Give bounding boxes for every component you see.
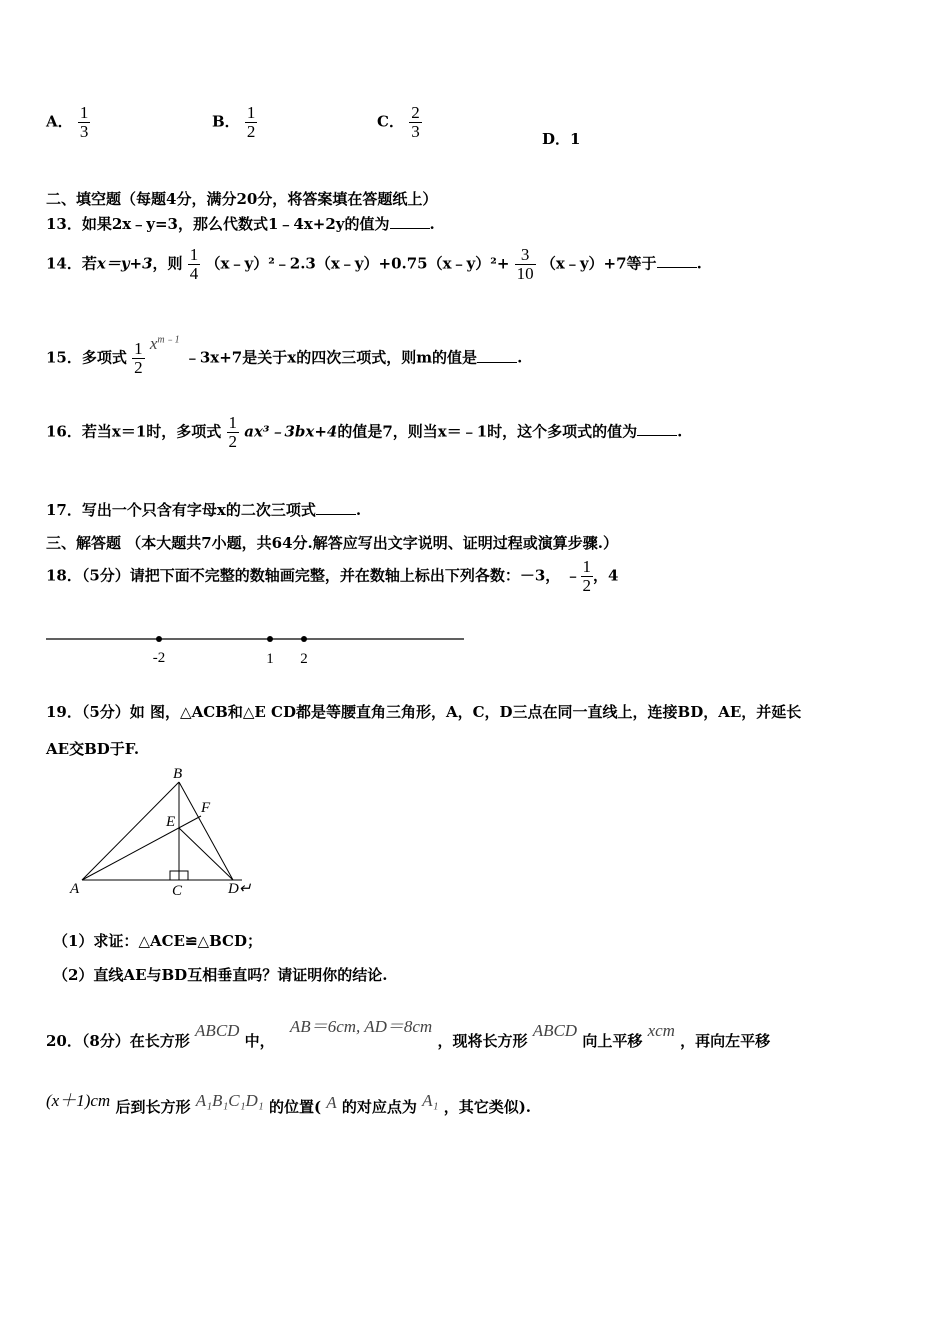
- option-d: D．1: [542, 130, 581, 148]
- option-a: A． $\frac{1}{3}$: [46, 103, 89, 141]
- label-b: B: [173, 766, 183, 782]
- q15-fraction: $\frac{1}{2}$: [134, 339, 143, 378]
- q19-figure: [66, 762, 256, 900]
- label-e: E: [166, 814, 176, 830]
- option-c: C． $\frac{2}{3}$: [377, 103, 420, 141]
- q20-line2: (x＋1)cm 后到长方形 A₁B₁C₁D₁ 的位置( A 的对应点为 A₁ ，其它类似).: [46, 1091, 532, 1116]
- q13: 13．如果2x﹣y=3，那么代数式1﹣4x+2y的值为 .: [46, 215, 435, 233]
- q20-line1: 20．（8分）在长方形 ABCD 中， AB＝6cm, AD＝8cm ，现将长方形 ABCD 向上平移 xcm ，再向左平移: [46, 1017, 771, 1050]
- number-line-point: [301, 636, 307, 642]
- option-a-fraction: $\frac{1}{3}$: [79, 103, 89, 141]
- section3-title: 三、解答题 （本大题共7小题，共64分.解答应写出文字说明、证明过程或演算步骤.）: [46, 534, 618, 552]
- q18-fraction: $\frac{1}{2}$: [582, 557, 592, 595]
- option-b-fraction: $\frac{1}{2}$: [246, 103, 256, 141]
- q17: 17．写出一个只含有字母x的二次三项式 .: [46, 501, 362, 519]
- q19-line1: 19．（5分）如 图，△ACB和△E CD都是等腰直角三角形，A，C，D三点在同一直线上，连接BD，AE，并延长: [46, 703, 802, 721]
- section2-title: 二、填空题（每题4分，满分20分，将答案填在答题纸上）: [46, 190, 438, 208]
- option-c-fraction: $\frac{2}{3}$: [411, 103, 420, 141]
- number-line-point: [267, 636, 273, 642]
- label-d: D↵: [228, 881, 252, 897]
- q14-fraction-2: $\frac{3}{10}$: [516, 245, 534, 283]
- number-line: [40, 626, 470, 670]
- label-a: A: [70, 881, 80, 897]
- label-c: C: [172, 883, 183, 899]
- option-b: B． $\frac{1}{2}$: [212, 103, 256, 141]
- number-line-label: -2: [152, 650, 166, 666]
- label-f: F: [201, 800, 211, 816]
- number-line-point: [156, 636, 162, 642]
- q19-part2: （2）直线AE与BD互相垂直吗？请证明你的结论.: [53, 966, 388, 984]
- q15: 15．多项式 $\frac{1}{2}$ $x^{m﹣1}$ ﹣3x+7是关于x的四次三项式，则m的值是 .: [46, 333, 523, 378]
- number-line-label: 1: [266, 651, 274, 667]
- q16-fraction: $\frac{1}{2}$: [228, 413, 237, 451]
- number-line-label: 2: [300, 651, 308, 667]
- q18: 18．（5分）请把下面不完整的数轴画完整，并在数轴上标出下列各数：－3， ﹣ $\frac{1}{2}$ ，4: [46, 557, 619, 595]
- q14-fraction-1: $\frac{1}{4}$: [189, 245, 199, 283]
- q19-line2: AE交BD于F.: [46, 740, 140, 758]
- q16: 16．若当x＝1时，多项式 $\frac{1}{2}$ ax³﹣3bx+4的值是7，则当x＝﹣1时，这个多项式的值为 .: [46, 413, 683, 451]
- q19-part1: （1）求证：△ACE≌△BCD；: [53, 932, 262, 950]
- q14: 14．若x＝y+3，则 $\frac{1}{4}$ （x﹣y）²﹣2.3（x﹣y）+0.75（x﹣y）²+ $\frac{3}{10}$ （x﹣y）+7等于 .: [46, 245, 702, 283]
